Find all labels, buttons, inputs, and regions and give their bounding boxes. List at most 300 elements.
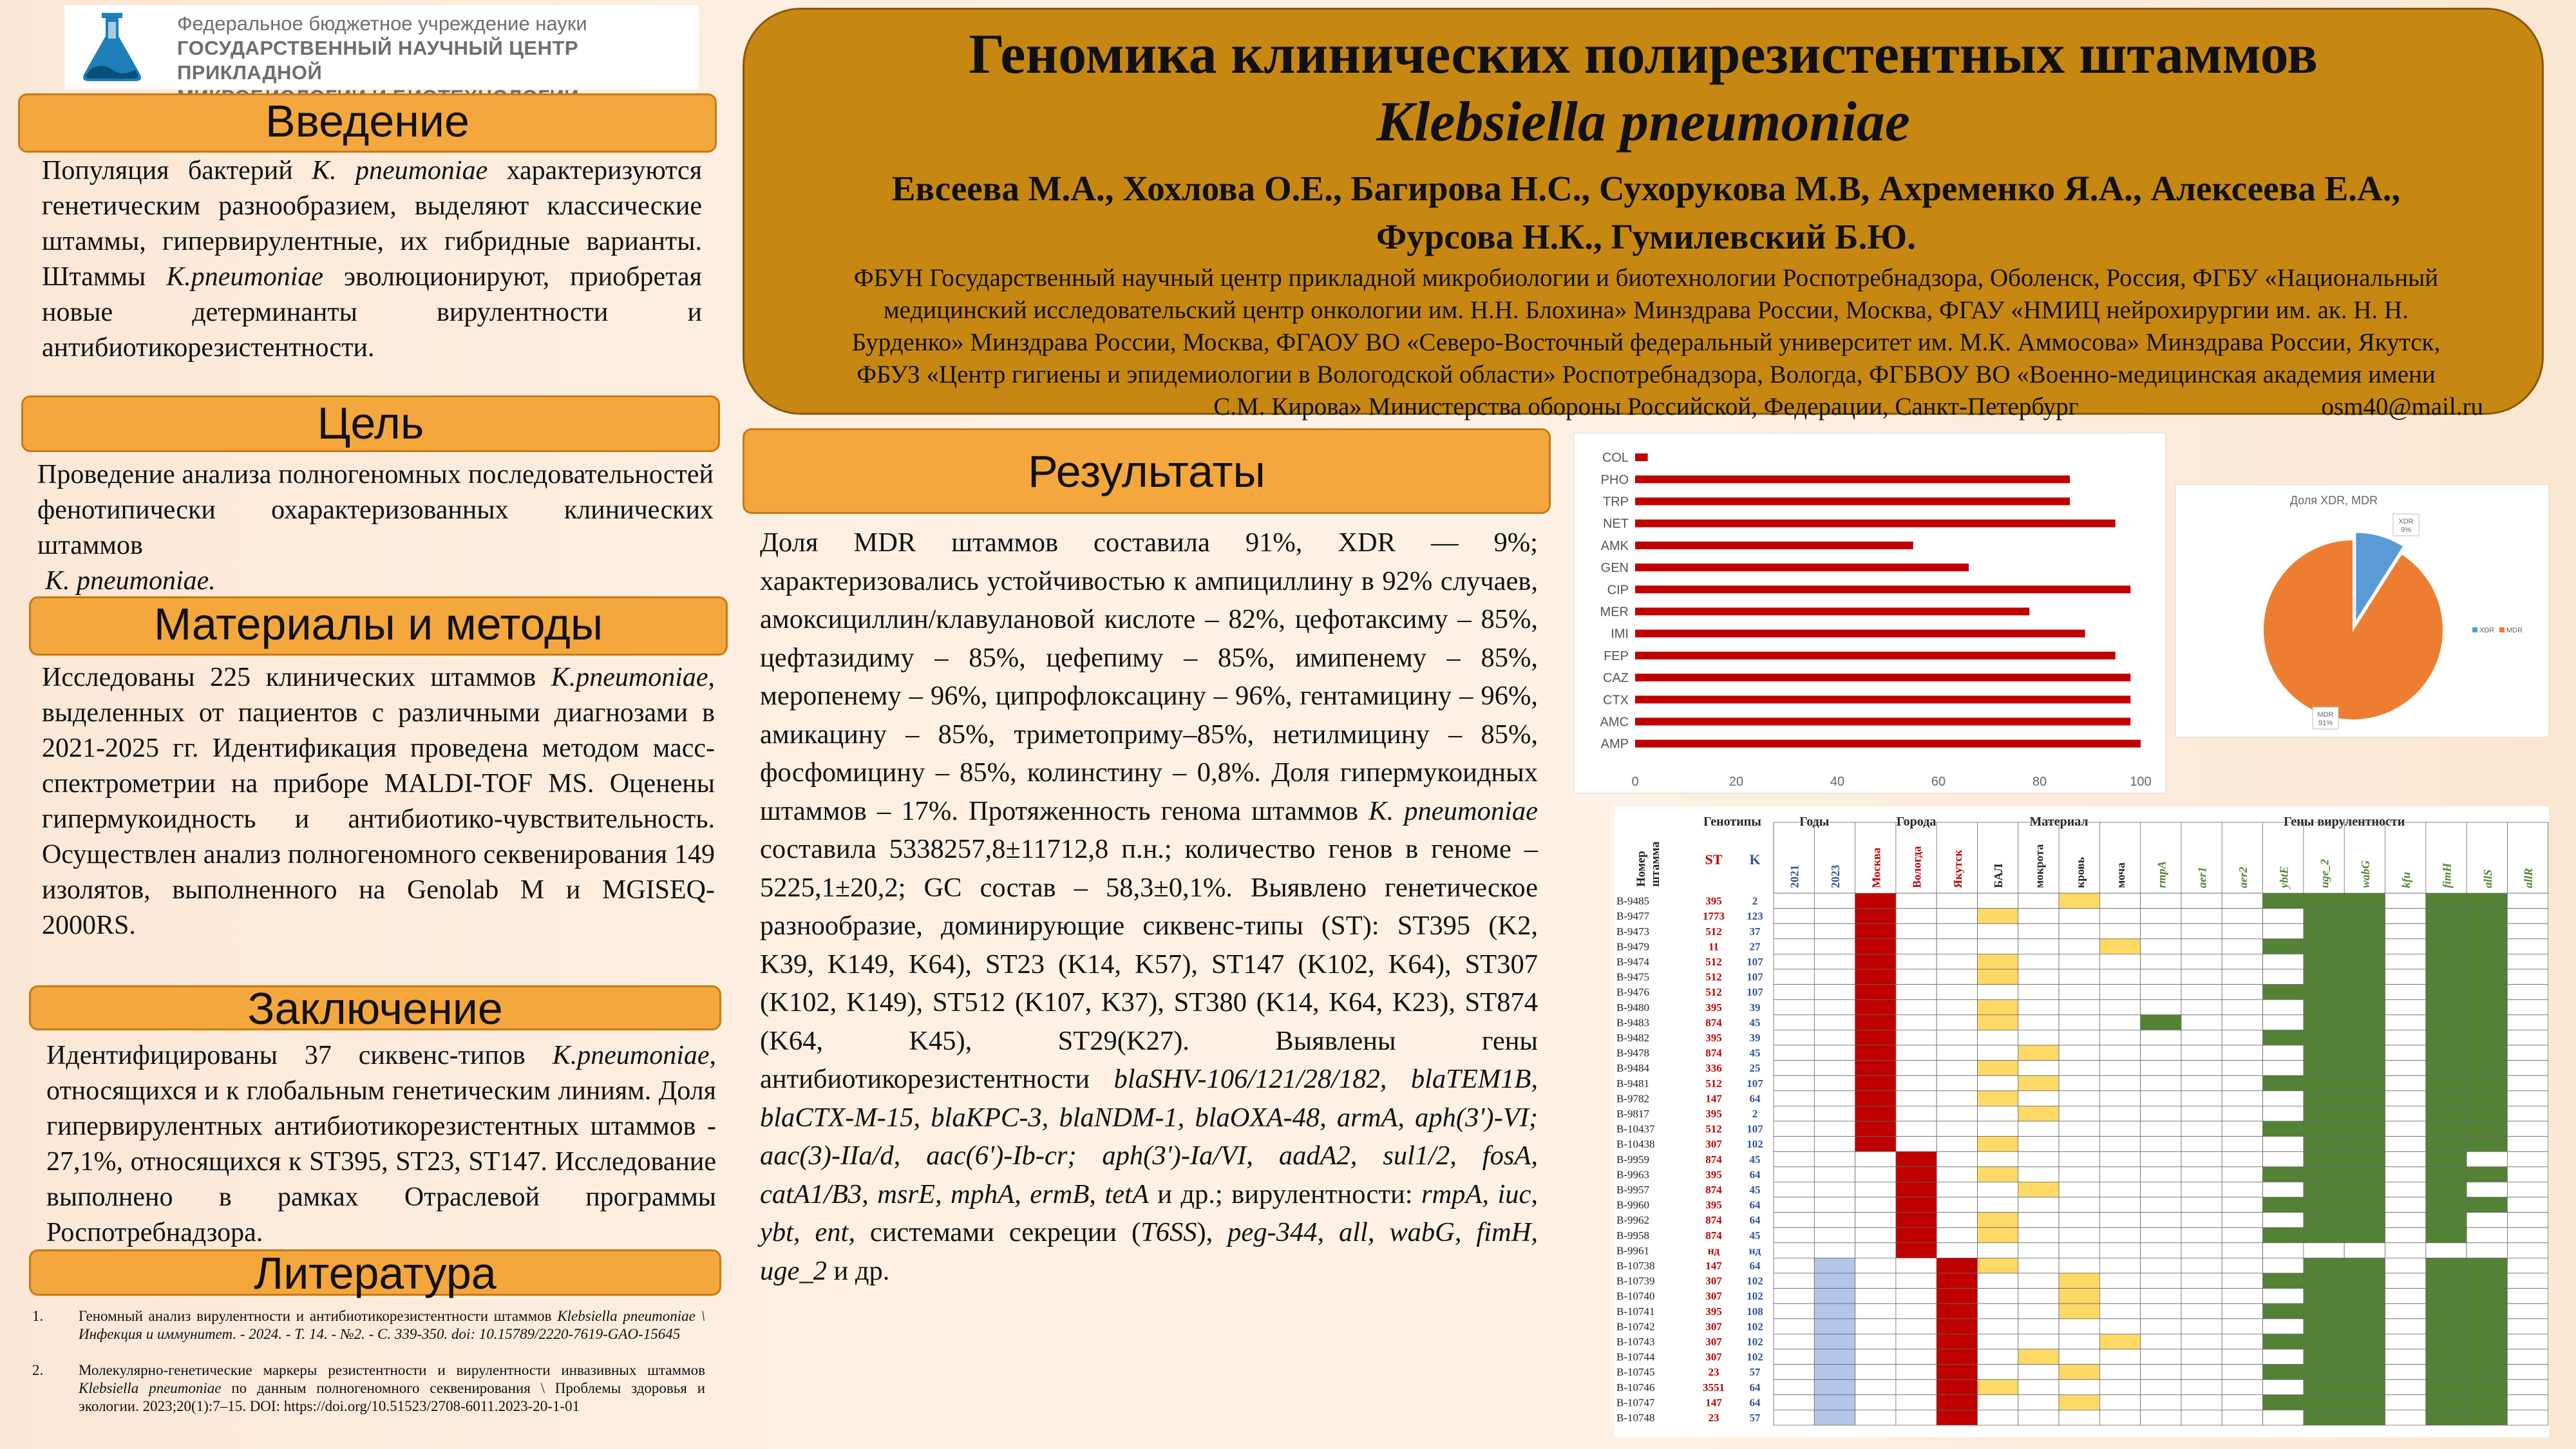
category-label: GEN xyxy=(1600,561,1629,576)
category-label: CAZ xyxy=(1603,671,1629,686)
category-label: FEP xyxy=(1604,649,1629,663)
table-cell xyxy=(2426,923,2467,939)
bar-mer xyxy=(1635,608,2029,616)
table-cell xyxy=(1896,1349,1937,1365)
table-cell xyxy=(2141,1061,2181,1076)
table-cell xyxy=(1774,1167,1814,1182)
table-cell xyxy=(1896,1213,1937,1228)
table-cell xyxy=(1978,1182,2018,1197)
table-cell xyxy=(1855,1106,1896,1121)
table-cell xyxy=(2099,1303,2140,1319)
table-cell xyxy=(1774,939,1814,954)
table-cell xyxy=(2263,1379,2304,1395)
table-cell xyxy=(2059,999,2099,1015)
table-cell xyxy=(2467,1151,2507,1167)
table-cell xyxy=(2099,1091,2140,1106)
table-cell xyxy=(2344,1015,2385,1030)
table-cell xyxy=(2304,923,2344,939)
table-cell xyxy=(2426,1167,2467,1182)
pie-data-label: 91% xyxy=(2318,719,2333,727)
table-cell xyxy=(2141,1319,2181,1334)
table-st-value: 3551 xyxy=(1703,1381,1725,1394)
table-cell xyxy=(2426,1030,2467,1045)
pie-data-label: XDR xyxy=(2398,518,2414,526)
table-k-value: 64 xyxy=(1749,1092,1761,1105)
table-cell xyxy=(1937,1015,1977,1030)
table-cell xyxy=(2467,1121,2507,1137)
table-cell xyxy=(1937,999,1977,1015)
table-cell xyxy=(1855,1151,1896,1167)
table-st-value: 11 xyxy=(1708,940,1719,953)
table-cell xyxy=(2467,1213,2507,1228)
table-cell xyxy=(2344,909,2385,924)
table-cell xyxy=(2059,1167,2099,1182)
table-cell xyxy=(1855,939,1896,954)
table-cell xyxy=(2018,1121,2059,1137)
table-cell xyxy=(2222,1182,2262,1197)
table-cell xyxy=(2467,923,2507,939)
table-cell xyxy=(2507,1365,2548,1380)
table-cell xyxy=(1978,1243,2018,1258)
table-cell xyxy=(2018,1379,2059,1395)
table-cell xyxy=(2507,1167,2548,1182)
table-cell xyxy=(2059,1243,2099,1258)
table-cell xyxy=(2467,1334,2507,1349)
table-cell xyxy=(2263,1227,2304,1243)
table-cell xyxy=(2344,1319,2385,1334)
table-cell xyxy=(1896,1197,1937,1213)
table-cell xyxy=(2263,1213,2304,1228)
table-cell xyxy=(1937,969,1977,985)
table-cell xyxy=(2059,1151,2099,1167)
table-cell xyxy=(1814,1030,1855,1045)
table-cell xyxy=(1978,1334,2018,1349)
table-cell xyxy=(2099,1121,2140,1137)
table-cell xyxy=(1896,1379,1937,1395)
table-cell xyxy=(2222,1213,2262,1228)
table-cell xyxy=(2507,985,2548,1000)
table-st-value: 874 xyxy=(1705,1046,1722,1059)
table-cell xyxy=(2099,1258,2140,1273)
contact-email[interactable]: osm40@mail.ru xyxy=(2321,393,2483,421)
table-st-value: 874 xyxy=(1705,1214,1722,1227)
table-cell xyxy=(2222,1349,2262,1365)
table-cell xyxy=(2426,1197,2467,1213)
table-cell xyxy=(2018,1182,2059,1197)
table-cell xyxy=(2385,1227,2426,1243)
table-cell xyxy=(2222,1334,2262,1349)
methods-header: Материалы и методы xyxy=(29,596,728,656)
table-cell xyxy=(2426,1091,2467,1106)
table-cell xyxy=(2304,1182,2344,1197)
table-cell xyxy=(1978,1045,2018,1061)
table-cell xyxy=(2099,1045,2140,1061)
table-cell xyxy=(2344,999,2385,1015)
table-cell xyxy=(1814,1227,1855,1243)
table-cell xyxy=(1855,1349,1896,1365)
table-cell xyxy=(2141,954,2181,969)
table-cell xyxy=(2344,1365,2385,1380)
table-cell xyxy=(2507,893,2548,909)
table-cell xyxy=(1855,999,1896,1015)
table-cell xyxy=(2222,954,2262,969)
table-cell xyxy=(2141,985,2181,1000)
table-cell xyxy=(2099,1213,2140,1228)
table-cell xyxy=(2467,1182,2507,1197)
table-cell xyxy=(1774,923,1814,939)
table-cell xyxy=(1937,1045,1977,1061)
table-cell xyxy=(2018,1303,2059,1319)
table-cell xyxy=(2222,923,2262,939)
poster-title: Геномика клинических полирезистентных штаммов xyxy=(969,23,2318,86)
table-cell xyxy=(1896,909,1937,924)
table-cell xyxy=(2099,1030,2140,1045)
table-cell xyxy=(2467,1319,2507,1334)
table-st-value: 395 xyxy=(1705,1001,1722,1014)
table-cell xyxy=(1896,1395,1937,1410)
table-cell xyxy=(1896,1365,1937,1380)
table-cell xyxy=(2099,1106,2140,1121)
table-cell xyxy=(2181,1197,2222,1213)
table-cell xyxy=(2263,1182,2304,1197)
table-cell xyxy=(2467,999,2507,1015)
pie-chart-svg xyxy=(2176,485,2550,738)
table-cell xyxy=(2222,939,2262,954)
table-cell xyxy=(1855,1213,1896,1228)
table-cell xyxy=(1937,1091,1977,1106)
table-cell xyxy=(2222,1045,2262,1061)
table-cell xyxy=(2018,1365,2059,1380)
table-cell xyxy=(2141,893,2181,909)
table-cell xyxy=(1937,1379,1977,1395)
table-cell xyxy=(2385,1121,2426,1137)
table-cell xyxy=(1937,1213,1977,1228)
table-cell xyxy=(1855,1197,1896,1213)
table-cell xyxy=(2467,1075,2507,1091)
table-cell xyxy=(2263,1273,2304,1289)
table-cell xyxy=(2263,1289,2304,1304)
table-cell xyxy=(1814,1091,1855,1106)
table-cell xyxy=(2426,1075,2467,1091)
table-cell xyxy=(1896,969,1937,985)
table-cell xyxy=(2018,1061,2059,1076)
table-st-value: 307 xyxy=(1705,1350,1722,1363)
table-cell xyxy=(1937,1303,1977,1319)
goal-header: Цель xyxy=(21,395,720,452)
table-cell xyxy=(1814,909,1855,924)
category-label: COL xyxy=(1602,451,1629,466)
table-cell xyxy=(1896,1015,1937,1030)
table-cell xyxy=(1978,1365,2018,1380)
table-cell xyxy=(2141,1365,2181,1380)
table-k-value: 64 xyxy=(1749,1381,1761,1394)
table-cell xyxy=(2263,1030,2304,1045)
table-cell xyxy=(1978,1091,2018,1106)
table-cell xyxy=(2181,999,2222,1015)
table-cell xyxy=(2507,1061,2548,1076)
table-cell xyxy=(1814,1045,1855,1061)
table-cell xyxy=(1855,1334,1896,1349)
table-cell xyxy=(1774,1395,1814,1410)
table-cell xyxy=(2344,1334,2385,1349)
table-cell xyxy=(1896,1410,1937,1425)
table-cell xyxy=(2344,1258,2385,1273)
table-cell xyxy=(2426,999,2467,1015)
table-cell xyxy=(2385,1167,2426,1182)
table-cell xyxy=(2304,1045,2344,1061)
table-cell xyxy=(2181,1258,2222,1273)
table-cell xyxy=(2099,1227,2140,1243)
bar-pho xyxy=(1635,475,2070,483)
table-strain-id: B-10748 xyxy=(1616,1412,1655,1424)
table-cell xyxy=(1814,1182,1855,1197)
table-cell xyxy=(1978,1379,2018,1395)
table-st-value: 512 xyxy=(1705,925,1722,938)
bar-amc xyxy=(1635,718,2130,726)
table-cell xyxy=(2467,893,2507,909)
table-cell xyxy=(1774,954,1814,969)
table-cell xyxy=(2385,1015,2426,1030)
table-cell xyxy=(2222,1258,2262,1273)
table-cell xyxy=(1814,1258,1855,1273)
table-cell xyxy=(2507,1121,2548,1137)
table-cell xyxy=(2222,985,2262,1000)
table-st-header: ST xyxy=(1705,851,1723,867)
table-cell xyxy=(2304,1167,2344,1182)
table-cell xyxy=(2018,1319,2059,1334)
table-cell xyxy=(2018,1289,2059,1304)
table-cell xyxy=(2181,1151,2222,1167)
table-cell xyxy=(2222,1167,2262,1182)
table-k-value: 107 xyxy=(1747,1122,1763,1135)
table-st-value: 23 xyxy=(1708,1366,1719,1379)
table-cell xyxy=(1814,1365,1855,1380)
table-k-value: 57 xyxy=(1749,1366,1761,1379)
table-cell xyxy=(2263,923,2304,939)
table-cell xyxy=(2018,985,2059,1000)
table-cell xyxy=(2344,1061,2385,1076)
table-cell xyxy=(2426,1227,2467,1243)
table-cell xyxy=(1937,1167,1977,1182)
table-cell xyxy=(1855,1365,1896,1380)
table-cell xyxy=(1774,969,1814,985)
table-cell xyxy=(2222,1243,2262,1258)
table-st-value: 512 xyxy=(1705,986,1722,999)
table-cell xyxy=(1814,939,1855,954)
table-subheader-моча: моча xyxy=(2114,862,2128,888)
table-cell xyxy=(2507,1410,2548,1425)
table-cell xyxy=(1774,1227,1814,1243)
table-cell xyxy=(2018,954,2059,969)
table-cell xyxy=(2304,1106,2344,1121)
table-cell xyxy=(2181,1273,2222,1289)
table-cell xyxy=(2059,893,2099,909)
category-label: CTX xyxy=(1603,693,1629,708)
table-cell xyxy=(2099,1289,2140,1304)
table-cell xyxy=(1855,1273,1896,1289)
table-cell xyxy=(2385,969,2426,985)
table-subheader-aer1: aer1 xyxy=(2195,867,2209,888)
bar-cip xyxy=(1635,585,2130,593)
table-cell xyxy=(2141,1303,2181,1319)
table-cell xyxy=(2467,1045,2507,1061)
table-k-value: 107 xyxy=(1747,956,1763,968)
table-cell xyxy=(2467,985,2507,1000)
table-cell xyxy=(2059,1227,2099,1243)
table-cell xyxy=(2059,1197,2099,1213)
table-cell xyxy=(2099,1379,2140,1395)
category-label: MER xyxy=(1600,605,1629,620)
table-cell xyxy=(1896,1334,1937,1349)
table-cell xyxy=(1814,1410,1855,1425)
table-cell xyxy=(2507,909,2548,924)
table-cell xyxy=(1978,1075,2018,1091)
table-k-value: 107 xyxy=(1747,1077,1763,1090)
table-cell xyxy=(2018,1106,2059,1121)
table-cell xyxy=(2263,1395,2304,1410)
table-cell xyxy=(2507,923,2548,939)
table-group-header: Годы xyxy=(1799,815,1830,829)
table-cell xyxy=(1978,1137,2018,1152)
table-cell xyxy=(2141,1258,2181,1273)
table-cell xyxy=(2467,1289,2507,1304)
table-cell xyxy=(2344,1030,2385,1045)
table-cell xyxy=(2507,1030,2548,1045)
table-cell xyxy=(2344,1151,2385,1167)
table-cell xyxy=(1937,909,1977,924)
table-cell xyxy=(2059,1365,2099,1380)
table-cell xyxy=(2141,1379,2181,1395)
table-cell xyxy=(2385,1303,2426,1319)
table-cell xyxy=(2059,985,2099,1000)
table-cell xyxy=(2467,1395,2507,1410)
table-cell xyxy=(2304,1061,2344,1076)
table-cell xyxy=(1937,1075,1977,1091)
category-label: AMC xyxy=(1600,715,1629,730)
table-cell xyxy=(2467,1091,2507,1106)
table-cell xyxy=(2304,1197,2344,1213)
table-cell xyxy=(2018,1213,2059,1228)
table-cell xyxy=(1774,1061,1814,1076)
table-st-value: 307 xyxy=(1705,1336,1722,1348)
table-cell xyxy=(2263,1303,2304,1319)
table-strain-id: B-9477 xyxy=(1616,910,1649,923)
table-cell xyxy=(2018,1137,2059,1152)
table-cell xyxy=(2507,1258,2548,1273)
table-cell xyxy=(2507,1319,2548,1334)
table-cell xyxy=(2181,1106,2222,1121)
table-strain-id: B-9484 xyxy=(1616,1062,1649,1075)
table-cell xyxy=(2018,1091,2059,1106)
table-cell xyxy=(1896,999,1937,1015)
table-cell xyxy=(1896,1137,1937,1152)
table-cell xyxy=(1855,1182,1896,1197)
intro-header: Введение xyxy=(18,93,717,153)
table-cell xyxy=(1937,1030,1977,1045)
table-cell xyxy=(2141,1227,2181,1243)
table-k-value: 45 xyxy=(1749,1184,1761,1196)
table-k-value: 64 xyxy=(1749,1168,1761,1181)
table-cell xyxy=(2426,1121,2467,1137)
table-cell xyxy=(2304,1349,2344,1365)
table-cell xyxy=(1978,1303,2018,1319)
table-st-value: 874 xyxy=(1705,1153,1722,1166)
table-cell xyxy=(1855,1045,1896,1061)
table-cell xyxy=(2181,1137,2222,1152)
table-cell xyxy=(2141,1213,2181,1228)
table-cell xyxy=(2344,985,2385,1000)
table-cell xyxy=(2507,1303,2548,1319)
table-cell xyxy=(2344,954,2385,969)
table-cell xyxy=(1774,999,1814,1015)
table-cell xyxy=(2263,939,2304,954)
table-cell xyxy=(1978,1227,2018,1243)
table-cell xyxy=(2507,1197,2548,1213)
table-cell xyxy=(2059,1030,2099,1045)
table-st-value: 512 xyxy=(1705,1122,1722,1135)
table-cell xyxy=(2018,1151,2059,1167)
table-cell xyxy=(1937,1061,1977,1076)
table-cell xyxy=(2181,1121,2222,1137)
table-cell xyxy=(2099,1197,2140,1213)
table-cell xyxy=(2099,985,2140,1000)
table-cell xyxy=(1978,1289,2018,1304)
table-cell xyxy=(2344,1273,2385,1289)
table-cell xyxy=(2344,969,2385,985)
bar-amp xyxy=(1635,740,2141,748)
table-cell xyxy=(2507,939,2548,954)
table-cell xyxy=(2222,1319,2262,1334)
table-cell xyxy=(2304,1258,2344,1273)
table-cell xyxy=(2467,1167,2507,1182)
pie-data-label: 9% xyxy=(2401,526,2411,534)
bar-col xyxy=(1635,453,1648,461)
table-cell xyxy=(1814,1151,1855,1167)
table-cell xyxy=(2385,939,2426,954)
table-cell xyxy=(2222,1151,2262,1167)
table-cell xyxy=(1896,985,1937,1000)
table-cell xyxy=(2304,954,2344,969)
legend-label: MDR xyxy=(2506,627,2523,634)
table-cell xyxy=(2507,1015,2548,1030)
table-cell xyxy=(1896,939,1937,954)
table-cell xyxy=(2467,1379,2507,1395)
legend-swatch xyxy=(2499,627,2505,632)
table-cell xyxy=(2385,985,2426,1000)
intro-text: Популяция бактерий K. pneumoniae характеризуются генетическим разнообразием, выделяют классические штаммы, гипервирулентные, их гибридные варианты. Штаммы K.pneumoniae эволюционируют, приобретая новые детерминанты вирулентности и антибиотикорезистентности. xyxy=(42,156,703,363)
table-cell xyxy=(2141,1243,2181,1258)
table-cell xyxy=(2426,1106,2467,1121)
table-cell xyxy=(2018,1075,2059,1091)
table-cell xyxy=(2099,1137,2140,1152)
table-cell xyxy=(2304,939,2344,954)
table-cell xyxy=(2141,1106,2181,1121)
table-cell xyxy=(2018,999,2059,1015)
table-cell xyxy=(2222,1289,2262,1304)
table-cell xyxy=(2141,939,2181,954)
table-cell xyxy=(2059,1273,2099,1289)
table-cell xyxy=(2018,909,2059,924)
table-cell xyxy=(2263,1106,2304,1121)
table-cell xyxy=(2304,1121,2344,1137)
table-k-value: 37 xyxy=(1749,925,1761,938)
affiliations: ФБУН Государственный научный центр прикладной микробиологии и биотехнологии Роспотребнадзора, Оболенск, Россия, ФГБУ «Национальный медицинский исследовательский центр онкологии им. Н.Н. Блохина» Минздрава России, Москва, ФГАУ «НМИЦ нейрохирургии им. ак. Н. Н. Бурденко» Минздрава России, Москва, ФГАОУ ВО «Северо-Восточный федеральный университет им. М.К. Аммосова» Минздрава России, Якутск, ФБУЗ «Центр гигиены и эпидемиологии в Вологодской области» Роспотребнадзора, Вологда, ФГБВОУ ВО «Военно-медицинская академия имени С.М. Кирова» Министерства обороны Российской, Федерации, Санкт-Петербург osm40@mail.ru xyxy=(783,262,2509,423)
table-cell xyxy=(2385,1334,2426,1349)
table-cell xyxy=(2263,1410,2304,1425)
table-cell xyxy=(2263,1091,2304,1106)
table-cell xyxy=(1937,1258,1977,1273)
table-cell xyxy=(2344,1410,2385,1425)
